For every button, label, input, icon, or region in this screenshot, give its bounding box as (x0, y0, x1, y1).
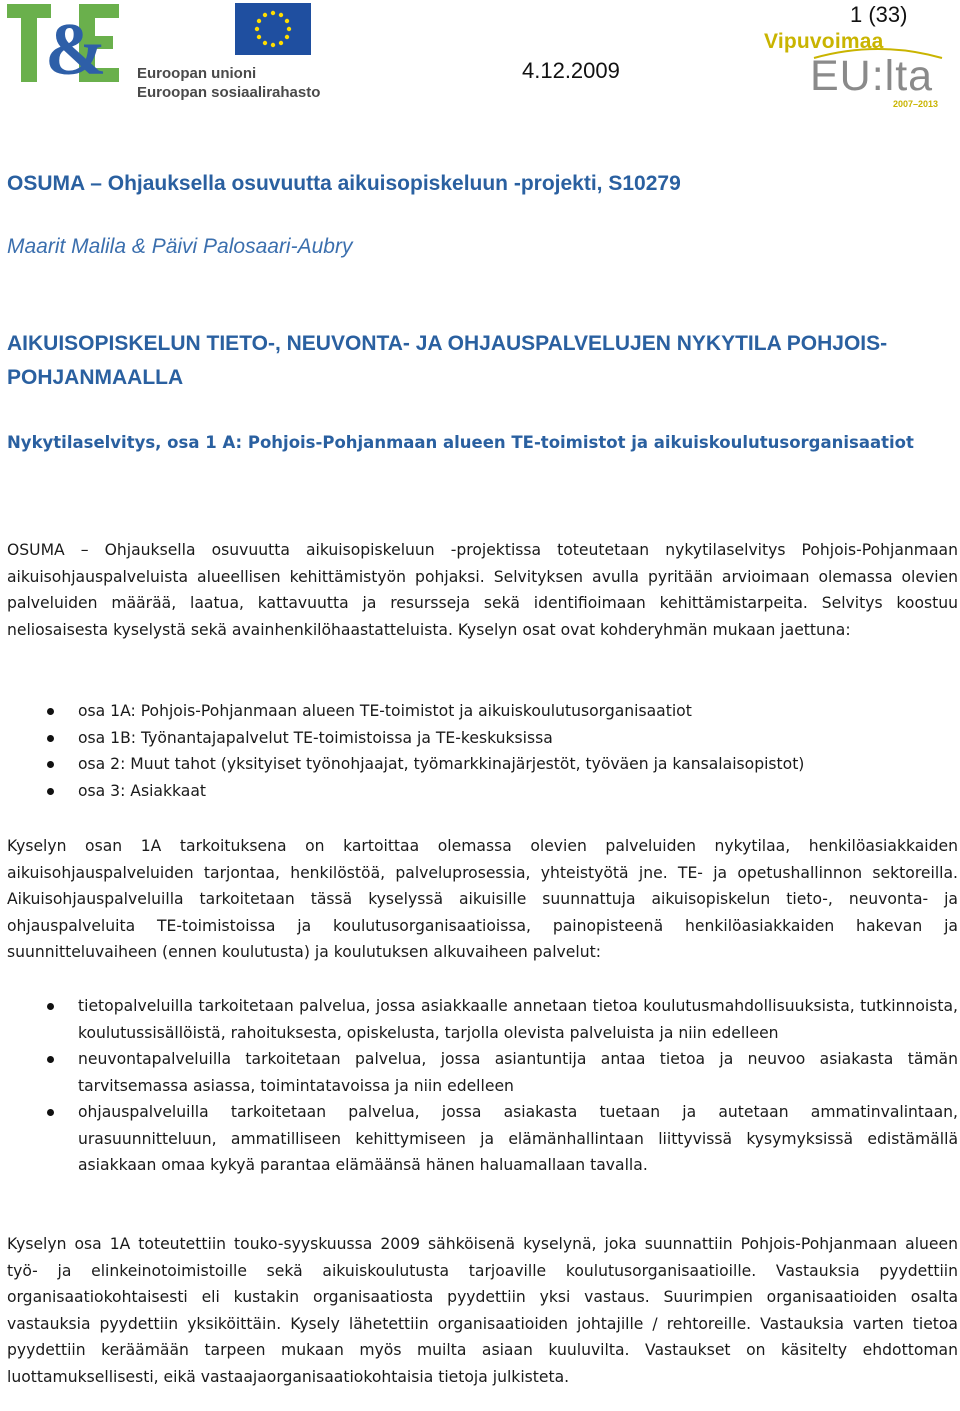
list-item (7, 778, 958, 805)
service-definitions-list (7, 993, 958, 1179)
list-item-text: neuvontapalveluilla tarkoitetaan palvelua, jossa asiantuntija antaa tietoa ja neuvoo asiakasta tämän tarvitsemassa asiassa, toimintatavoissa ja niin edelleen (78, 1050, 958, 1095)
bullet-icon (47, 1003, 54, 1010)
eu-line2: Euroopan sosiaalirahasto (137, 84, 321, 101)
list-item-text: osa 1B: Työnantajapalvelut TE-toimistoissa ja TE-keskuksissa (78, 728, 553, 747)
eu-logo-text (137, 64, 320, 102)
list-item (7, 751, 958, 778)
survey-parts-list (7, 698, 958, 804)
document-date: 4.12.2009 (522, 58, 620, 83)
svg-text:&: & (45, 9, 107, 82)
page-header (0, 0, 960, 115)
purpose-paragraph: Kyselyn osan 1A tarkoituksena on kartoittaa olemassa olevien palveluiden nykytilaa, henkilöasiakkaiden aikuisohjauspalveluiden tarjontaa, henkilöstöä, palveluprosessia, yhteistyötä jne. TE- ja opetushallinnon sektoreilla. Aikuisohjauspalveluilla tarkoitetaan tässä kyselyssä aikuisille suunnattuja aikuisopiskelun tieto-, neuvonta- ja ohjauspalveluita TE-toimistoissa ja koulutusorganisaatioissa, painopisteenä henkilöasiakkaiden hakevan ja suunnitteluvaiheen (ennen koulutusta) ja koulutuksen alkuvaiheen palvelut: (7, 837, 958, 961)
eu-flag-icon (235, 3, 311, 55)
list-item (7, 1099, 958, 1179)
years-text: 2007–2013 (893, 99, 939, 109)
list-item-text: osa 3: Asiakkaat (78, 781, 207, 800)
list-item (7, 1046, 958, 1099)
document-title: AIKUISOPISKELUN TIETO-, NEUVONTA- JA OHJAUSPALVELUJEN NYKYTILA POHJOIS-POHJANMAALLA (7, 332, 888, 389)
bullet-icon (47, 708, 54, 715)
list-item (7, 993, 958, 1046)
implementation-paragraph: Kyselyn osa 1A toteutettiin touko-syyskuussa 2009 sähköisenä kyselynä, joka suunnattiin Pohjois-Pohjanmaan alueen työ- ja elinkeinotoimistoille sekä aikuiskoulutusta tarjoaville koulutusorganisaatioille. Vastauksia pyydettiin organisaatiokohtaisesti eli kustakin organisaatiosta pyydettiin yksi vastaus. Suurimpien organisaatioiden osalta vastauksia pyydettiin yksiköittäin. Kysely lähetettiin organisaatioiden johtajille / rehtoreille. Vastauksia varten tietoa pyydettiin keräämään tarpeen mukaan myös muilta asiaan kuuluvilta. Vastaukset on käsitelty ehdottoman luottamuksellisesti, eikä vastaajaorganisaatiokohtaisia tietoja julkisteta. (7, 1235, 958, 1386)
list-item (7, 698, 958, 725)
document-subtitle: Nykytilaselvitys, osa 1 A: Pohjois-Pohjanmaan alueen TE-toimistot ja aikuiskoulutusorganisaatiot (7, 433, 914, 452)
eulta-text: EU:lta (810, 52, 934, 100)
vipuvoimaa-text: Vipuvoimaa (764, 30, 884, 53)
bullet-icon (47, 788, 54, 795)
list-item-text: osa 2: Muut tahot (yksityiset työnohjaajat, työmarkkinajärjestöt, työväen ja kansalaisopistot) (78, 755, 805, 773)
list-item-text: tietopalveluilla tarkoitetaan palvelua, jossa asiakkaalle annetaan tietoa koulutusmahdollisuuksista, tutkinnoista, koulutussisällöistä, rahoituksesta, opiskelusta, tarjolla olevista palveluista ja niin edelleen (78, 997, 958, 1042)
page-number: 1 (33) (850, 2, 908, 27)
list-item (7, 725, 958, 752)
bullet-icon (47, 1056, 54, 1063)
project-title: OSUMA – Ohjauksella osuvuutta aikuisopiskeluun -projekti, S10279 (7, 172, 681, 195)
list-item-text: ohjauspalveluilla tarkoitetaan palvelua, jossa asiakasta tuetaan ja autetaan ammatinvalintaan, urasuunnitteluun, ammatilliseen kehittymiseen ja elämänhallintaan liittyvissä kysymyksissä edistämällä asiakkaan omaa kykyä parantaa elämäänsä hänen haluamallaan tavalla. (78, 1103, 958, 1174)
te-logo (7, 4, 119, 82)
bullet-icon (47, 761, 54, 768)
bullet-icon (47, 735, 54, 742)
authors: Maarit Malila & Päivi Palosaari-Aubry (7, 235, 353, 258)
intro-paragraph: OSUMA – Ohjauksella osuvuutta aikuisopiskeluun -projektissa toteutetaan nykytilaselvitys Pohjois-Pohjanmaan aikuisohjauspalveluista alueellisen kehittämistyön pohjaksi. Selvityksen avulla pyritään arvioimaan olemassa olevien palveluiden määrää, laatua, kattavuutta ja resursseja sekä identifioimaan kehittämistarpeita. Selvitys koostuu neliosaisesta kyselystä sekä avainhenkilöhaastatteluista. Kyselyn osat ovat kohderyhmän mukaan jaettuna: (7, 541, 958, 639)
eu-line1: Euroopan unioni (137, 65, 257, 82)
bullet-icon (47, 1109, 54, 1116)
list-item-text: osa 1A: Pohjois-Pohjanmaan alueen TE-toimistot ja aikuiskoulutusorganisaatiot (78, 702, 692, 720)
